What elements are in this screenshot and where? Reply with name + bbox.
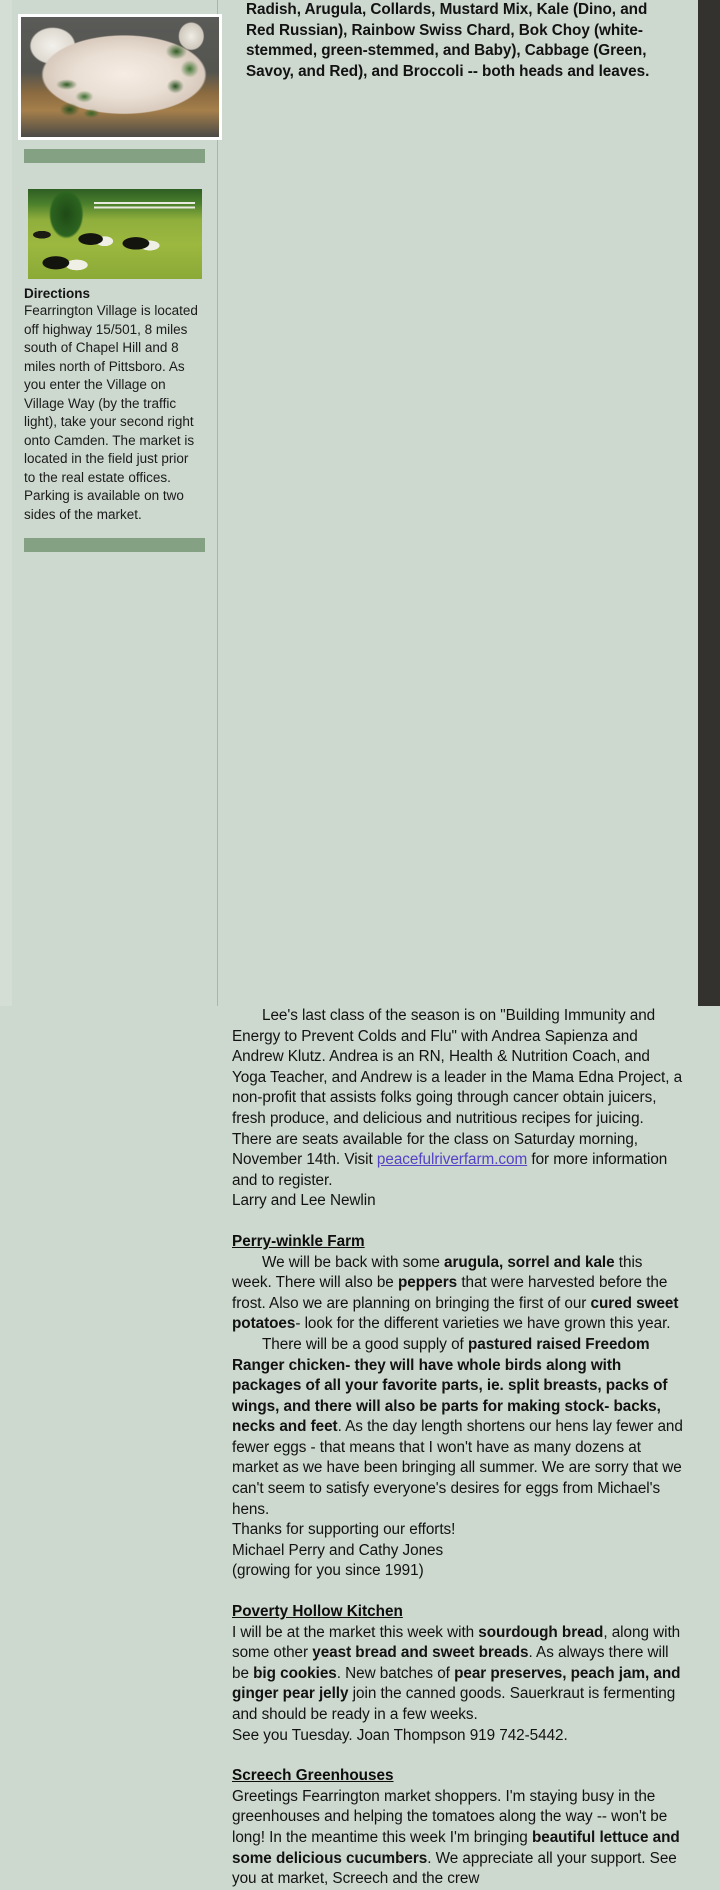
perry-winkle-thanks: Thanks for supporting our efforts! [232, 1521, 456, 1539]
perry-winkle-since: (growing for you since 1991) [232, 1562, 424, 1580]
class-date-suffix: for more information and to register. [232, 1151, 668, 1189]
page-right-border [698, 0, 720, 1006]
ph-text-c: , along with some other [232, 1623, 681, 1662]
screech-text-a: Greetings Fearrington market shoppers. I'm staying busy in the greenhouses and helping the tomatoes along the way -- won't be long! In the meantime this week I'm bringing [232, 1787, 668, 1846]
pw-p1-bold-sweet-potatoes: cured sweet potatoes [232, 1294, 679, 1333]
produce-list-paragraph [232, 0, 684, 1006]
screech-text-c: . We appreciate all your support. See you at market, Screech and the crew [232, 1849, 677, 1888]
newlin-signature: Larry and Lee Newlin [232, 1192, 376, 1210]
ph-bold-sourdough: sourdough bread [478, 1623, 604, 1641]
spacer-before-poverty-hollow [232, 1582, 684, 1602]
perry-winkle-paragraph-1 [232, 1253, 684, 1335]
ph-text-f: join the canned goods. Sauerkraut is fermenting and should be ready in a few weeks. [232, 1685, 676, 1723]
screech-bold-lettuce-cucumbers: beautiful lettuce and some delicious cucumbers [232, 1828, 680, 1867]
sidebar-divider-bottom [24, 538, 205, 552]
peacefulriverfarm-link[interactable]: peacefulriverfarm.com [376, 1151, 528, 1169]
ph-bold-cookies: big cookies [253, 1664, 337, 1682]
pw-p2-text-c: . As the day length shortens our hens lay fewer and fewer eggs - that means that I won't have as many dozens at market as we have been bringing all summer. We are sorry that we can't seem to satisfy everyone's desires for eggs from Michael's hens. [232, 1418, 683, 1518]
class-date-and-link-paragraph [232, 1150, 684, 1191]
pw-p1-text-d: that were harvested before the frost. Also we are planning on bringing the first of our [232, 1274, 668, 1312]
page-left-edge [0, 0, 12, 1006]
ph-text-a: I will be at the market this week with [232, 1623, 479, 1641]
pw-p1-text-c: this week. There will also be [232, 1253, 643, 1292]
ph-text-d: . As always there will be [232, 1644, 669, 1682]
class-date-prefix: November 14th. Visit [232, 1151, 377, 1169]
poverty-hollow-closing: See you Tuesday. Joan Thompson 919 742-5442. [232, 1726, 568, 1744]
pw-p2-bold-chicken: pastured raised Freedom Ranger chicken- they will have whole birds along with packages of all your favorite parts, ie. split breasts, packs of wings, and there will also be parts for making stock- backs, necks and feet [232, 1335, 668, 1436]
sidebar [12, 0, 218, 1006]
poverty-hollow-paragraph [232, 1623, 684, 1726]
spacer-before-perrywinkle [232, 1212, 684, 1232]
poverty-hollow-kitchen-heading: Poverty Hollow Kitchen [232, 1603, 403, 1621]
ph-bold-yeast-bread: yeast bread and sweet breads [312, 1644, 529, 1662]
pw-p1-text-a: We will be back with some [262, 1253, 445, 1271]
perry-winkle-paragraph-2 [232, 1335, 684, 1520]
main-content [218, 0, 698, 1888]
pw-p1-bold-peppers: peppers [397, 1274, 458, 1292]
directions-body: Fearrington Village is located off highway 15/501, 8 miles south of Chapel Hill and 8 miles north of Pittsboro. As you enter the Village on Village Way (by the traffic light), take your second right onto Camden. The market is located in the field just prior to the real estate offices. Parking is available on two sides of the market. [24, 303, 198, 522]
perry-winkle-farm-heading: Perry-winkle Farm [232, 1232, 365, 1250]
spacer-before-screech [232, 1746, 684, 1766]
screech-greenhouses-heading: Screech Greenhouses [232, 1767, 394, 1785]
perry-winkle-signature: Michael Perry and Cathy Jones [232, 1541, 444, 1559]
sidebar-divider-top [24, 149, 205, 163]
whole-raw-chicken-image [18, 14, 222, 140]
screech-paragraph [232, 1787, 684, 1890]
directions-heading: Directions [24, 286, 91, 301]
ph-text-e: . New batches of [336, 1664, 455, 1682]
pw-p1-text-e: - look for the different varieties we have grown this year. [295, 1315, 671, 1333]
pw-p2-text-a: There will be a good supply of [262, 1335, 468, 1353]
ph-bold-preserves: pear preserves, peach jam, and ginger pear jelly [232, 1664, 681, 1703]
produce-list-text: Radish, Arugula, Collards, Mustard Mix, Kale (Dino, and Red Russian), Rainbow Swiss Chard, Bok Choy (white-stemmed, green-stemmed, and Baby), Cabbage (Green, Savoy, and Red), and Broccoli -- both heads and leaves. [246, 1, 650, 80]
class-announcement-paragraph: Lee's last class of the season is on "Building Immunity and Energy to Prevent Colds and Flu" with Andrea Sapienza and Andrew Klutz. Andrea is an RN, Health & Nutrition Coach, and Yoga Teacher, and Andrew is a leader in the Mama Edna Project, a non-profit that assists folks going through cancer obtain juicers, fresh produce, and delicious and nutritious recipes for juicing. There are seats available for the class on Saturday morning, [232, 1007, 683, 1148]
pw-p1-bold-greens: arugula, sorrel and kale [444, 1253, 615, 1271]
belted-galloway-cattle-image [28, 189, 202, 279]
